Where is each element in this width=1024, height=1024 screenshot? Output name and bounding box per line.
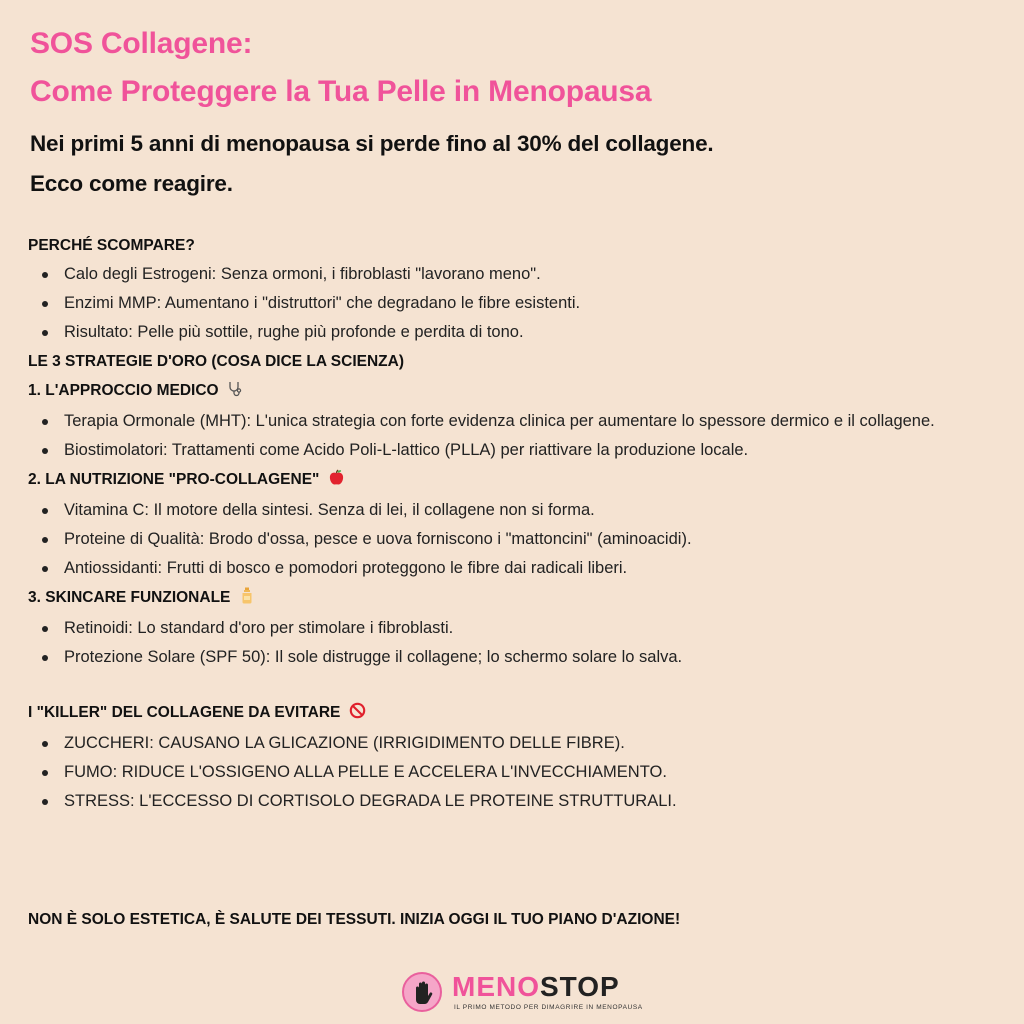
nutrition-heading: 2. LA NUTRIZIONE "PRO-COLLAGENE" [28,465,1008,496]
bullet-dot [42,770,48,776]
title-line-1: SOS Collagene: [30,27,253,60]
title-line-2: Come Proteggere la Tua Pelle in Menopausa [30,75,652,108]
bullet-dot [42,330,48,336]
brand-logo [402,970,643,1016]
list-item: Risultato: Pelle più sottile, rughe più profonde e perdita di tono. [28,318,1008,347]
killers-heading: I "KILLER" DEL COLLAGENE DA EVITARE [28,698,1008,729]
list-item: ZUCCHERI: CAUSANO LA GLICAZIONE (IRRIGIDIMENTO DELLE FIBRE). [28,729,1008,758]
bullet-dot [42,448,48,454]
bullet-dot [42,655,48,661]
list-item: Enzimi MMP: Aumentano i "distruttori" che degradano le fibre esistenti. [28,289,1008,318]
bullet-dot [42,508,48,514]
bullet-dot [42,537,48,543]
lotion-bottle-icon [239,585,255,614]
brand-name [452,970,620,1004]
list-item: Retinoidi: Lo standard d'oro per stimolare i fibroblasti. [28,614,1008,643]
list-item: FUMO: RIDUCE L'OSSIGENO ALLA PELLE E ACCELERA L'INVECCHIAMENTO. [28,758,1008,787]
bullet-dot [42,301,48,307]
nutrition-list [28,496,1008,583]
list-item: Vitamina C: Il motore della sintesi. Senza di lei, il collagene non si forma. [28,496,1008,525]
bullet-dot [42,419,48,425]
bullet-dot [42,741,48,747]
bullet-dot [42,272,48,278]
brand-tagline: IL PRIMO METODO PER DIMAGRIRE IN MENOPAUSA [454,1004,643,1011]
page-subtitle [30,124,1000,204]
list-item: Antiossidanti: Frutti di bosco e pomodori proteggono le fibre dai radicali liberi. [28,554,1008,583]
list-item: Terapia Ormonale (MHT): L'unica strategia con forte evidenza clinica per aumentare lo spessore dermico e il collagene. [28,407,1008,436]
bullet-dot [42,626,48,632]
brand-name-meno: MENO [452,971,540,1002]
bullet-dot [42,799,48,805]
brand-name-stop: STOP [540,971,620,1002]
bullet-dot [42,566,48,572]
list-item: Protezione Solare (SPF 50): Il sole distrugge il collagene; lo schermo solare lo salva. [28,643,1008,672]
stethoscope-icon [227,378,243,407]
list-item: Biostimolatori: Trattamenti come Acido Poli-L-lattico (PLLA) per riattivare la produzione locale. [28,436,1008,465]
skincare-heading: 3. SKINCARE FUNZIONALE [28,583,1008,614]
section-spacer [28,672,1008,698]
medical-list [28,407,1008,465]
main-content [28,231,1008,816]
killers-list [28,729,1008,816]
medical-heading: 1. L'APPROCCIO MEDICO [28,376,1008,407]
list-item: STRESS: L'ECCESSO DI CORTISOLO DEGRADA LE PROTEINE STRUTTURALI. [28,787,1008,816]
skincare-list [28,614,1008,672]
list-item: Proteine di Qualità: Brodo d'ossa, pesce e uova forniscono i "mattoncini" (aminoacidi). [28,525,1008,554]
raised-hand-icon [402,972,442,1012]
why-heading: PERCHÉ SCOMPARE? [28,237,195,254]
page-title [30,20,990,116]
strategies-heading: LE 3 STRATEGIE D'ORO (COSA DICE LA SCIENZA) [28,353,404,370]
apple-icon [328,467,345,496]
prohibited-icon [349,700,366,729]
closing-statement: NON È SOLO ESTETICA, È SALUTE DEI TESSUTI. INIZIA OGGI IL TUO PIANO D'AZIONE! [28,911,681,928]
why-list [28,260,1008,347]
subtitle-line-2: Ecco come reagire. [30,171,233,196]
list-item: Calo degli Estrogeni: Senza ormoni, i fibroblasti "lavorano meno". [28,260,1008,289]
subtitle-line-1: Nei primi 5 anni di menopausa si perde fino al 30% del collagene. [30,131,714,156]
